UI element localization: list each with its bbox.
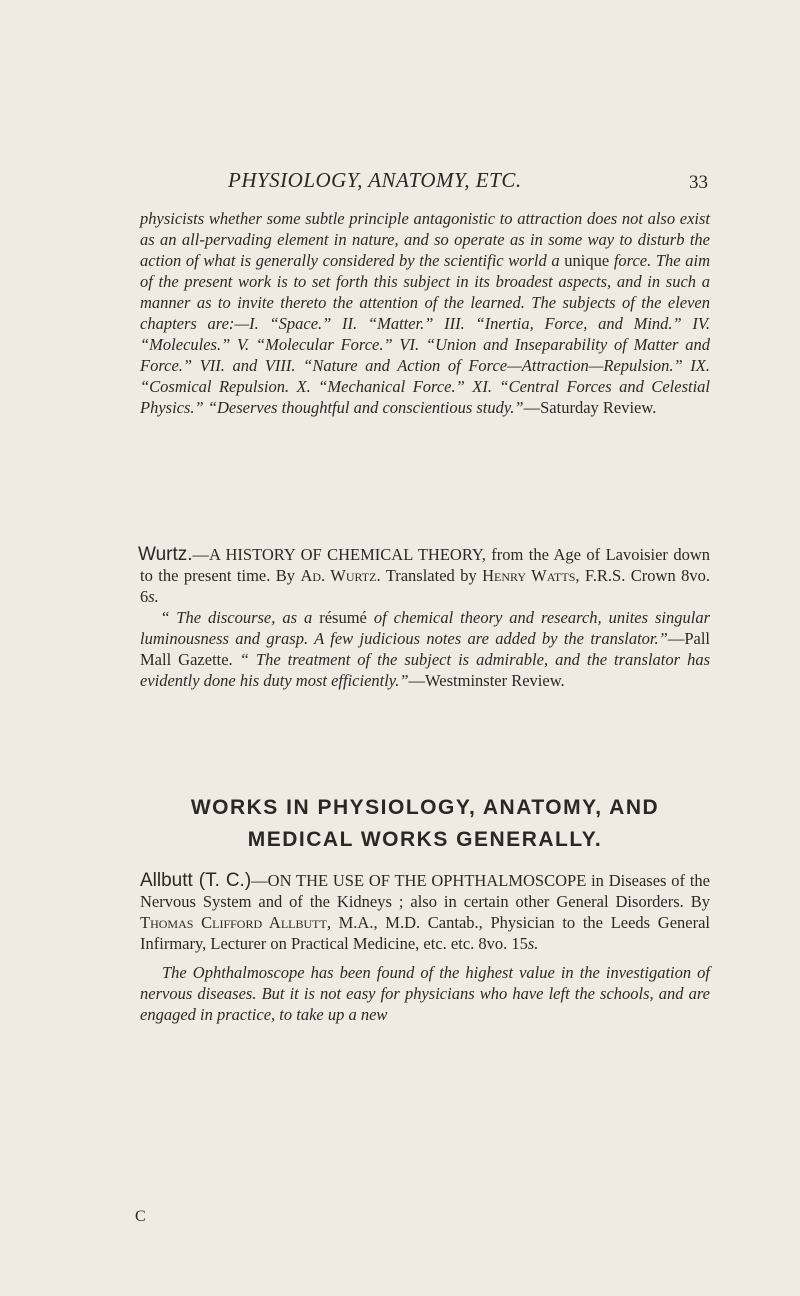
running-header <box>148 168 708 198</box>
entry-price-unit: s. <box>148 587 159 606</box>
entry-text: from the Age of Lavoisier down to the present time. By <box>140 545 710 585</box>
review-quote: “ The treatment of the subject is admirable, and the translator has evidently done his duty most efficiently.” <box>140 650 710 690</box>
entry-wurtz <box>140 544 710 691</box>
section-heading-line-1: WORKS IN PHYSIOLOGY, ANATOMY, AND <box>190 796 660 819</box>
continuation-text-2: force. The aim of the present work is to set forth this subject in its broadest aspects, and in such a manner as to invite thereto the attention of the learned. The subjects of the eleven chapters are:—I. “Space.” II. “Matter.” III. “Inertia, Force, and Mind.” IV. “Molecules.” V. “Molecular Force.” VI. “Union and Inseparability of Matter and Force.” VII. and VIII. “Nature and Action of Force—Attraction—Repulsion.” IX. “Cosmical Repulsion. X. “Mechanical Force.” XI. “Central Forces and Celestial Physics.” “Deserves thoughtful and conscientious study.” <box>140 251 710 417</box>
quote-mark: “ <box>162 608 177 627</box>
review-source: —Saturday Review. <box>523 398 657 417</box>
signature-mark: C <box>135 1208 146 1225</box>
continuation-paragraph <box>140 208 710 418</box>
entry-text: Translated by <box>380 566 483 585</box>
section-heading <box>140 792 710 856</box>
continuation-text-1: physicists whether some subtle principle antagonistic to attraction does not also exist as an all-pervading element in nature, and so operate as in some way to disturb the action of what is generally considered by the scientific world a <box>140 209 710 270</box>
entry-text: in Diseases of the Nervous System and of the Kidneys ; also in certain other General Disorders. By <box>140 871 710 911</box>
entry-author: Allbutt (T. C.) <box>140 870 252 891</box>
entry-allbutt <box>140 870 710 1025</box>
section-heading-line-2: MEDICAL WORKS GENERALLY. <box>247 828 603 851</box>
review-source: —Pall Mall Gazette. <box>140 629 710 669</box>
entry-translator: Henry Watts <box>482 566 576 585</box>
entry-allbutt-description <box>140 870 710 954</box>
entry-title: —ON THE USE OF THE OPHTHALMOSCOPE <box>251 871 587 890</box>
page-number: 33 <box>689 172 708 193</box>
entry-author-name: Thomas Clifford Allbutt <box>140 913 327 932</box>
review-quote: The Ophthalmoscope has been found of the highest value in the investigation of nervous diseases. But it is not easy for physicians who have left the schools, and are engaged in practice, to take up a new <box>140 963 710 1024</box>
entry-author-name: Ad. Wurtz. <box>300 566 381 585</box>
running-title: PHYSIOLOGY, ANATOMY, ETC. <box>228 168 522 192</box>
entry-wurtz-description <box>140 544 710 607</box>
entry-price-unit: s. <box>527 934 539 953</box>
entry-text: , M.A., M.D. Cantab., Physician to the Leeds General Infirmary, Lecturer on Practical Medicine, etc. etc. 8vo. 15 <box>140 913 710 953</box>
entry-wurtz-reviews <box>140 607 710 691</box>
entry-author: Wurtz. <box>138 544 193 565</box>
review-quote: The discourse, as a <box>176 608 313 627</box>
entry-title: —A HISTORY OF CHEMICAL THEORY, <box>192 545 486 564</box>
review-source: —Westminster Review. <box>408 671 565 690</box>
entry-text: , F.R.S. Crown 8vo. 6 <box>140 566 710 606</box>
continuation-text-roman: unique <box>559 251 614 270</box>
review-quote: of chemical theory and research, unites singular luminousness and grasp. A few judicious notes are added by the translator.” <box>140 608 710 648</box>
review-quote: résumé <box>312 608 374 627</box>
